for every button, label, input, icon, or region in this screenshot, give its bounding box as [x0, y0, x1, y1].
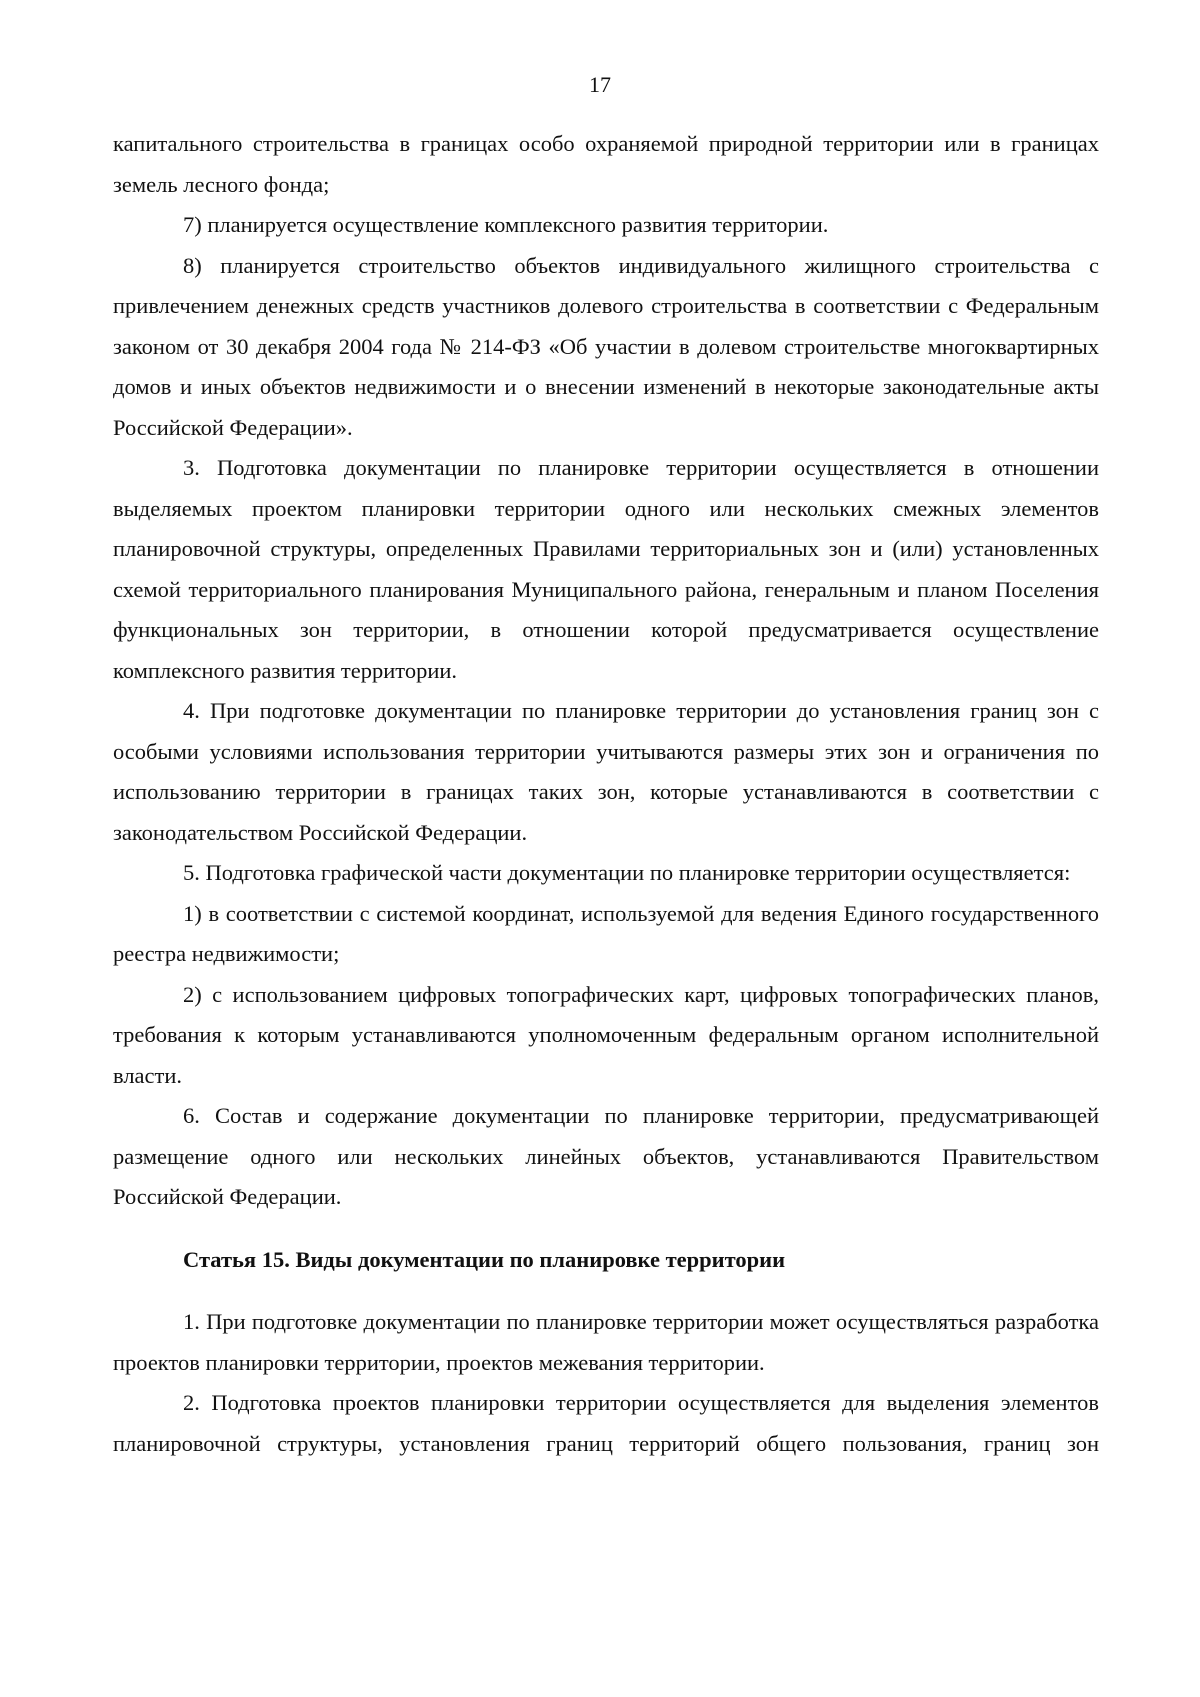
- paragraph-clause-4: 4. При подготовке документации по планировке территории до установления границ зон с особыми условиями использования территории учитываются размеры этих зон и ограничения по использованию территории в границах таких зон, которые устанавливаются в соответствии с законодательством Российской Федерации.: [113, 698, 1099, 845]
- paragraph-article15-clause-1: 1. При подготовке документации по планировке территории может осуществляться разработка проектов планировки территории, проектов межевания территории.: [113, 1309, 1099, 1375]
- paragraph-item-7: 7) планируется осуществление комплексного развития территории.: [183, 212, 829, 237]
- paragraph-article15-clause-2: 2. Подготовка проектов планировки территории осуществляется для выделения элементов планировочной структуры, установления границ территорий общего пользования, границ зон: [113, 1390, 1099, 1456]
- paragraph-clause-5: 5. Подготовка графической части документации по планировке территории осуществляется:: [183, 860, 1071, 885]
- paragraph-subitem-2: 2) с использованием цифровых топографических карт, цифровых топографических планов, требования к которым устанавливаются уполномоченным федеральным органом исполнительной власти.: [113, 981, 1099, 1088]
- document-body: [113, 124, 1099, 1464]
- paragraph-continuation: капитального строительства в границах особо охраняемой природной территории или в границах земель лесного фонда;: [113, 131, 1099, 197]
- paragraph-clause-6: 6. Состав и содержание документации по планировке территории, предусматривающей размещение одного или нескольких линейных объектов, устанавливаются Правительством Российской Федерации.: [113, 1103, 1099, 1209]
- paragraph-subitem-1: 1) в соответствии с системой координат, используемой для ведения Единого государственного реестра недвижимости;: [113, 900, 1099, 966]
- page-number: 17: [589, 72, 611, 97]
- paragraph-clause-3: 3. Подготовка документации по планировке территории осуществляется в отношении выделяемых проектом планировки территории одного или нескольких смежных элементов планировочной структуры, определенных Правилами территориальных зон и (или) установленных схемой территориального планирования Муниципального района, генеральным и планом Поселения функциональных зон территории, в отношении которой предусматривается осуществление комплексного развития территории.: [113, 455, 1099, 683]
- article-heading: Статья 15. Виды документации по планировке территории: [183, 1246, 786, 1272]
- paragraph-item-8: 8) планируется строительство объектов индивидуального жилищного строительства с привлечением денежных средств участников долевого строительства в соответствии с Федеральным законом от 30 декабря 2004 года № 214-ФЗ «Об участии в долевом строительстве многоквартирных домов и иных объектов недвижимости и о внесении изменений в некоторые законодательные акты Российской Федерации».: [113, 252, 1099, 440]
